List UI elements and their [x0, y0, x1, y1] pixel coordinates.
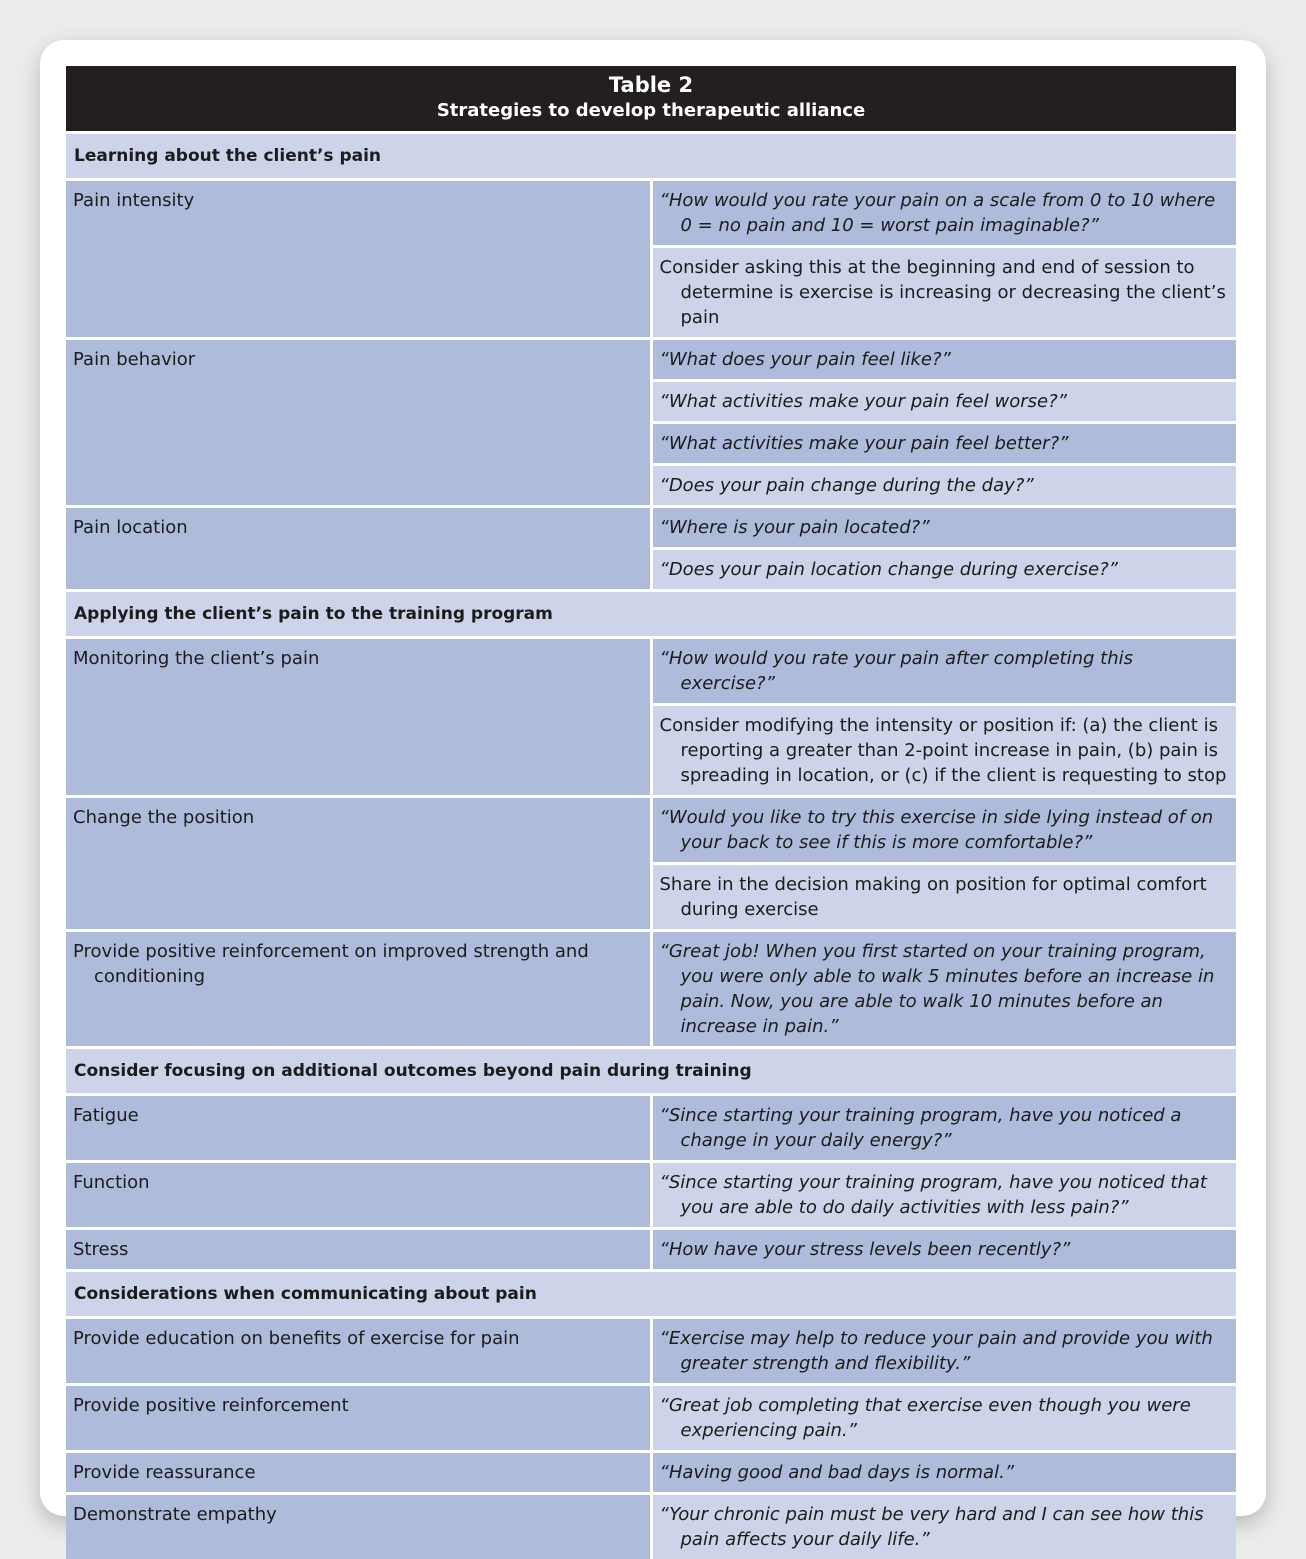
table-row — [66, 339, 1236, 381]
table-body — [66, 133, 1236, 1559]
row-label: Pain behavior — [66, 339, 651, 507]
section-heading: Consider focusing on additional outcomes beyond pain during training — [66, 1048, 1236, 1095]
section-heading: Learning about the client’s pain — [66, 133, 1236, 180]
example-question: “What activities make your pain feel worse?” — [651, 381, 1236, 423]
example-question: “Great job! When you first started on your training program, you were only able to walk 5 minutes before an increase in pain. Now, you are able to walk 10 minutes before an increase in pain.” — [651, 931, 1236, 1048]
table-row — [66, 1452, 1236, 1494]
row-label: Provide positive reinforcement — [66, 1385, 651, 1452]
row-label: Monitoring the client’s pain — [66, 638, 651, 797]
table-header — [66, 66, 1236, 133]
table-row — [66, 1318, 1236, 1385]
guidance-note: Share in the decision making on position for optimal comfort during exercise — [651, 864, 1236, 931]
example-question: “Where is your pain located?” — [651, 507, 1236, 549]
row-label: Provide positive reinforcement on improved strength and conditioning — [66, 931, 651, 1048]
table-subtitle: Strategies to develop therapeutic alliance — [72, 98, 1230, 124]
example-question: “Does your pain change during the day?” — [651, 465, 1236, 507]
section-heading: Applying the client’s pain to the training program — [66, 591, 1236, 638]
example-question: “How would you rate your pain after completing this exercise?” — [651, 638, 1236, 705]
table-row — [66, 931, 1236, 1048]
example-question: “Since starting your training program, have you noticed that you are able to do daily activities with less pain?” — [651, 1162, 1236, 1229]
row-label: Change the position — [66, 797, 651, 931]
example-question: “What activities make your pain feel better?” — [651, 423, 1236, 465]
row-label: Stress — [66, 1229, 651, 1271]
table-row — [66, 797, 1236, 864]
table-row — [66, 1494, 1236, 1559]
example-question: “How have your stress levels been recently?” — [651, 1229, 1236, 1271]
example-question: “Great job completing that exercise even though you were experiencing pain.” — [651, 1385, 1236, 1452]
example-question: “How would you rate your pain on a scale from 0 to 10 where 0 = no pain and 10 = worst pain imaginable?” — [651, 180, 1236, 247]
row-label: Provide reassurance — [66, 1452, 651, 1494]
example-question: “Your chronic pain must be very hard and I can see how this pain affects your daily life.” — [651, 1494, 1236, 1559]
row-label: Function — [66, 1162, 651, 1229]
example-question: “Having good and bad days is normal.” — [651, 1452, 1236, 1494]
example-question: “Since starting your training program, have you noticed a change in your daily energy?” — [651, 1095, 1236, 1162]
strategies-table — [66, 66, 1236, 1559]
table-row — [66, 1162, 1236, 1229]
table-row — [66, 1229, 1236, 1271]
example-question: “Exercise may help to reduce your pain and provide you with greater strength and flexibility.” — [651, 1318, 1236, 1385]
section-heading: Considerations when communicating about pain — [66, 1271, 1236, 1318]
guidance-note: Consider asking this at the beginning and end of session to determine is exercise is increasing or decreasing the client’s pain — [651, 247, 1236, 339]
row-label: Demonstrate empathy — [66, 1494, 651, 1559]
table-row — [66, 1385, 1236, 1452]
table-title: Table 2 — [72, 72, 1230, 98]
row-label: Pain location — [66, 507, 651, 591]
table-row — [66, 180, 1236, 247]
table-row — [66, 638, 1236, 705]
table-row — [66, 507, 1236, 549]
example-question: “Would you like to try this exercise in side lying instead of on your back to see if this is more comfortable?” — [651, 797, 1236, 864]
row-label: Pain intensity — [66, 180, 651, 339]
example-question: “What does your pain feel like?” — [651, 339, 1236, 381]
row-label: Fatigue — [66, 1095, 651, 1162]
table-row — [66, 1095, 1236, 1162]
example-question: “Does your pain location change during exercise?” — [651, 549, 1236, 591]
guidance-note: Consider modifying the intensity or position if: (a) the client is reporting a greater than 2-point increase in pain, (b) pain is spreading in location, or (c) if the client is requesting to stop — [651, 705, 1236, 797]
row-label: Provide education on benefits of exercise for pain — [66, 1318, 651, 1385]
